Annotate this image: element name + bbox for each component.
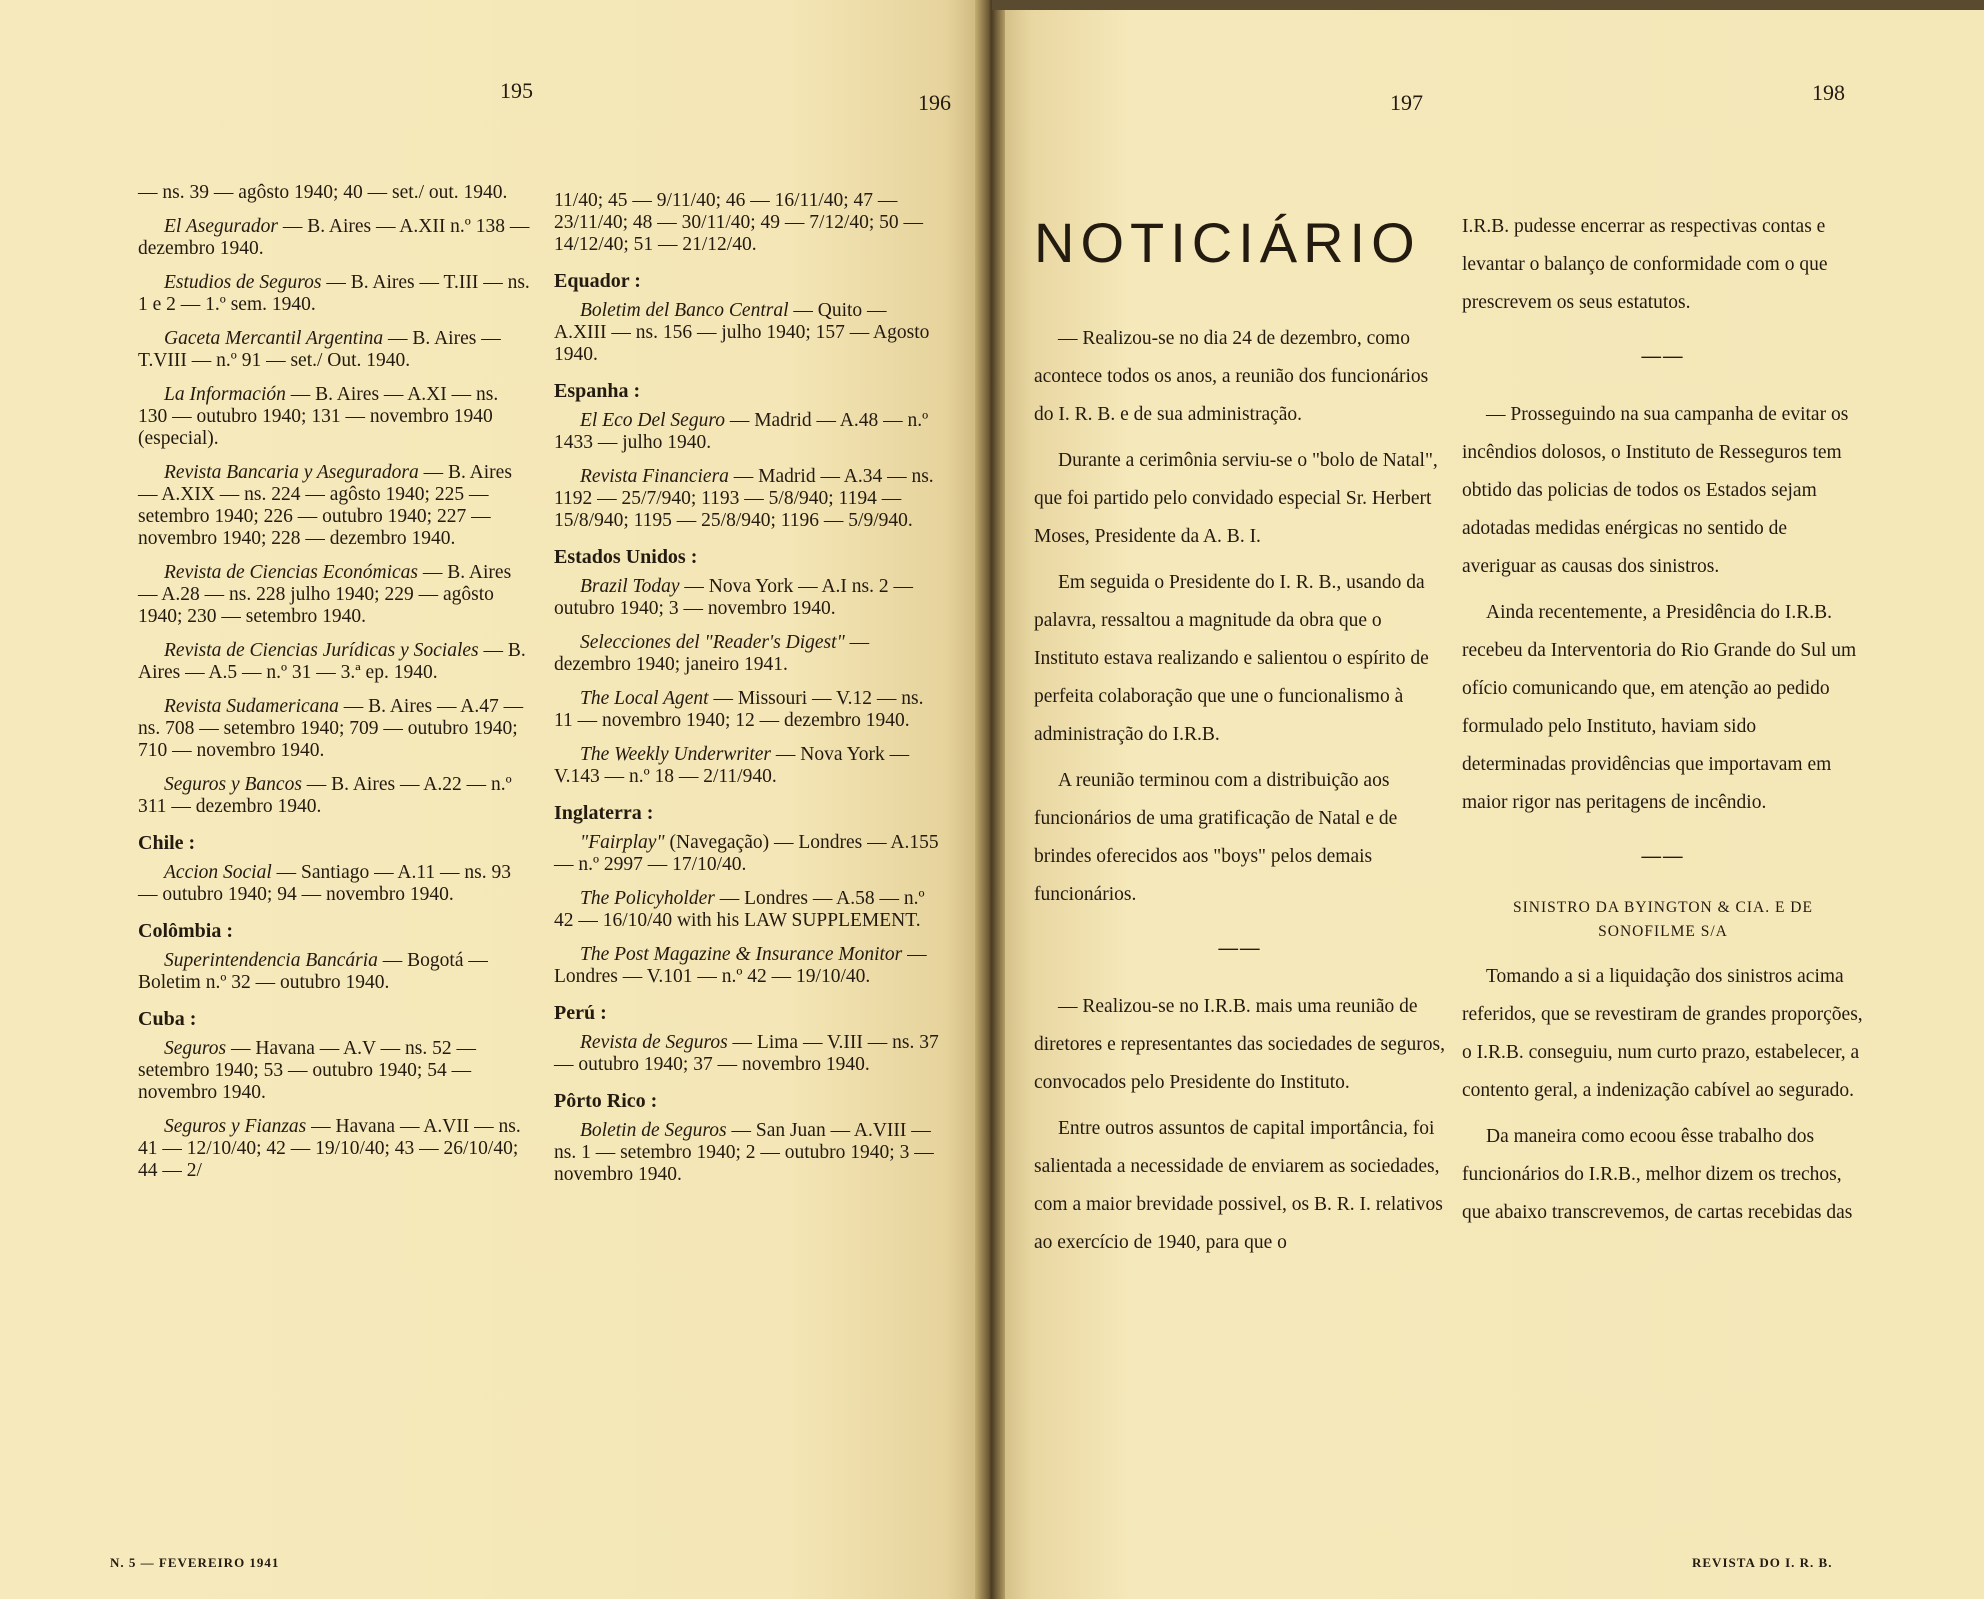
column-197 xyxy=(1034,208,1446,1270)
periodical-entry xyxy=(138,862,530,906)
periodical-details: — B. Aires — T.VIII — n.º 91 — set./ Out. 1940. xyxy=(138,328,501,371)
periodical-entry xyxy=(554,190,942,256)
periodical-title: Revista Financiera xyxy=(580,466,729,487)
country-heading: Chile : xyxy=(138,832,196,854)
periodical-entry xyxy=(138,182,530,204)
section-title: NOTICIÁRIO xyxy=(1034,211,1421,274)
periodical-title: El Asegurador xyxy=(164,216,278,237)
periodical-entry xyxy=(138,328,530,372)
periodical-details: — B. Aires — A.XIX — ns. 224 — agôsto 1940; 225 — setembro 1940; 226 — outubro 1940; 227 — novembro 1940; 228 — dezembro 1940. xyxy=(138,462,512,549)
book-gutter xyxy=(975,0,1005,1599)
periodical-title: Accion Social xyxy=(164,862,272,883)
periodical-title: Seguros y Fianzas xyxy=(164,1116,307,1137)
country-heading: Espanha : xyxy=(554,380,641,402)
periodical-entry xyxy=(554,944,942,988)
page-number-195: 195 xyxy=(500,78,533,103)
periodical-entry xyxy=(138,950,530,994)
periodical-details: — Nova York — A.I ns. 2 — outubro 1940; 3 — novembro 1940. xyxy=(554,576,913,619)
periodical-entry xyxy=(138,1038,530,1104)
paragraph: Ainda recentemente, a Presidência do I.R.B. recebeu da Interventoria do Rio Grande do Sul um ofício comunicando que, em atenção ao pedido formulado pelo Instituto, haviam sido determinadas providências que importavam em maior rigor nas peritagens de incêndio. xyxy=(1462,602,1857,813)
periodical-entry xyxy=(554,688,942,732)
left-page xyxy=(0,0,985,1599)
periodical-details: — Madrid — A.34 — ns. 1192 — 25/7/940; 1193 — 5/8/940; 1194 — 15/8/940; 1195 — 25/8/940; 1196 — 5/9/940. xyxy=(554,466,934,531)
paragraph: — Prosseguindo na sua campanha de evitar os incêndios dolosos, o Instituto de Resseguros tem obtido das policias de todos os Estados sejam adotadas medidas enérgicas no sentido de averiguar as causas dos sinistros. xyxy=(1462,404,1849,577)
periodical-details: — Lima — V.III — ns. 37 — outubro 1940; 37 — novembro 1940. xyxy=(554,1032,939,1075)
periodical-details: — Quito — A.XIII — ns. 156 — julho 1940; 157 — Agosto 1940. xyxy=(554,300,930,365)
periodical-entry xyxy=(554,410,942,454)
periodical-entry xyxy=(554,300,942,366)
periodical-title: Estudios de Seguros xyxy=(164,272,322,293)
periodical-entry xyxy=(138,696,530,762)
periodical-entry xyxy=(138,384,530,450)
country-heading: Equador : xyxy=(554,270,641,292)
periodical-entry xyxy=(554,1120,942,1186)
subheading: SINISTRO DA BYINGTON & CIA. E DE SONOFILME S/A xyxy=(1513,899,1813,940)
periodical-details: — B. Aires — A.XI — ns. 130 — outubro 1940; 131 — novembro 1940 (especial). xyxy=(138,384,499,449)
paragraph: Em seguida o Presidente do I. R. B., usando da palavra, ressaltou a magnitude da obra que o Instituto estava realizando e salientou o espírito de perfeita colaboração que une o funcionalismo à administração do I.R.B. xyxy=(1034,572,1429,745)
periodical-details: — Havana — A.V — ns. 52 — setembro 1940; 53 — outubro 1940; 54 — novembro 1940. xyxy=(138,1038,476,1103)
periodical-details: 11/40; 45 — 9/11/40; 46 — 16/11/40; 47 — 23/11/40; 48 — 30/11/40; 49 — 7/12/40; 50 — 14/12/40; 51 — 21/12/40. xyxy=(554,190,924,255)
periodical-title: Superintendencia Bancária xyxy=(164,950,378,971)
periodical-details: — B. Aires — A.5 — n.º 31 — 3.ª ep. 1940. xyxy=(138,640,526,683)
periodical-details: — dezembro 1940; janeiro 1941. xyxy=(554,632,870,675)
right-page xyxy=(992,0,1984,1599)
periodical-details: — Bogotá — Boletim n.º 32 — outubro 1940. xyxy=(138,950,488,993)
periodical-details: (Navegação) — Londres — A.155 — n.º 2997 — 17/10/40. xyxy=(554,832,939,875)
periodical-title: Revista de Ciencias Económicas xyxy=(164,562,418,583)
paragraph: — Realizou-se no dia 24 de dezembro, como acontece todos os anos, a reunião dos funcionários do I. R. B. e de sua administração. xyxy=(1034,328,1429,425)
column-196 xyxy=(554,190,942,1198)
periodical-title: Boletim del Banco Central xyxy=(580,300,789,321)
periodical-entry xyxy=(138,640,530,684)
country-heading: Pôrto Rico : xyxy=(554,1090,658,1112)
periodical-details: — B. Aires — A.XII n.º 138 — dezembro 1940. xyxy=(138,216,530,259)
periodical-details: — Nova York — V.143 — n.º 18 — 2/11/940. xyxy=(554,744,910,787)
periodical-entry xyxy=(138,272,530,316)
periodical-title: Revista de Seguros xyxy=(580,1032,728,1053)
periodical-title: Brazil Today xyxy=(580,576,680,597)
periodical-entry xyxy=(554,1032,942,1076)
periodical-entry xyxy=(138,216,530,260)
country-heading: Perú : xyxy=(554,1002,607,1024)
paragraph: Tomando a si a liquidação dos sinistros acima referidos, que se revestiram de grandes proporções, o I.R.B. conseguiu, num curto prazo, estabelecer, a contento geral, a indenização cabível ao segurado. xyxy=(1462,966,1863,1101)
periodical-title: La Información xyxy=(164,384,286,405)
periodical-entry xyxy=(554,744,942,788)
periodical-entry xyxy=(138,774,530,818)
periodical-details: — B. Aires — T.III — ns. 1 e 2 — 1.º sem. 1940. xyxy=(138,272,530,315)
periodical-entry xyxy=(554,576,942,620)
paragraph: — Realizou-se no I.R.B. mais uma reunião de diretores e representantes das sociedades de seguros, convocados pelo Presidente do Instituto. xyxy=(1034,996,1445,1093)
country-heading: Estados Unidos : xyxy=(554,546,698,568)
periodical-entry xyxy=(138,562,530,628)
periodical-title: Gaceta Mercantil Argentina xyxy=(164,328,384,349)
periodical-details: — B. Aires — A.22 — n.º 311 — dezembro 1940. xyxy=(138,774,512,817)
column-195 xyxy=(138,182,530,1194)
periodical-title: Revista Bancaria y Aseguradora xyxy=(164,462,419,483)
periodical-details: — Londres — V.101 — n.º 42 — 19/10/40. xyxy=(554,944,927,987)
periodical-details: — ns. 39 — agôsto 1940; 40 — set./ out. 1940. xyxy=(138,182,508,203)
periodical-title: Revista Sudamericana xyxy=(164,696,339,717)
country-heading: Cuba : xyxy=(138,1008,197,1030)
periodical-title: "Fairplay" xyxy=(580,832,665,853)
periodical-title: Selecciones del "Reader's Digest" xyxy=(580,632,845,653)
column-198 xyxy=(1462,208,1864,1240)
periodical-entry xyxy=(138,462,530,550)
paragraph: Entre outros assuntos de capital importância, foi salientada a necessidade de enviarem as sociedades, com a maior brevidade possivel, os B. R. I. relativos ao exercício de 1940, para que o xyxy=(1034,1118,1443,1253)
periodical-details: — Missouri — V.12 — ns. 11 — novembro 1940; 12 — dezembro 1940. xyxy=(554,688,924,731)
country-heading: Inglaterra : xyxy=(554,802,654,824)
periodical-entry xyxy=(138,1116,530,1182)
periodical-details: — San Juan — A.VIII — ns. 1 — setembro 1940; 2 — outubro 1940; 3 — novembro 1940. xyxy=(554,1120,934,1185)
paragraph: Da maneira como ecoou êsse trabalho dos funcionários do I.R.B., melhor dizem os trechos, que abaixo transcrevemos, de cartas recebidas das xyxy=(1462,1126,1853,1223)
paragraph: I.R.B. pudesse encerrar as respectivas contas e levantar o balanço de conformidade com o que prescrevem os seus estatutos. xyxy=(1462,216,1828,313)
periodical-details: — Madrid — A.48 — n.º 1433 — julho 1940. xyxy=(554,410,929,453)
paragraph: Durante a cerimônia serviu-se o "bolo de Natal", que foi partido pelo convidado especial Sr. Herbert Moses, Presidente da A. B. I. xyxy=(1034,450,1438,547)
page-number-196: 196 xyxy=(918,90,951,115)
periodical-details: — B. Aires — A.28 — ns. 228 julho 1940; 229 — agôsto 1940; 230 — setembro 1940. xyxy=(138,562,512,627)
separator: —— xyxy=(1641,846,1685,867)
periodical-entry xyxy=(554,832,942,876)
footer-journal: REVISTA DO I. R. B. xyxy=(1692,1555,1833,1570)
periodical-title: The Weekly Underwriter xyxy=(580,744,771,765)
periodical-details: — B. Aires — A.47 — ns. 708 — setembro 1940; 709 — outubro 1940; 710 — novembro 1940. xyxy=(138,696,524,761)
periodical-title: Revista de Ciencias Jurídicas y Sociales xyxy=(164,640,479,661)
country-heading: Colômbia : xyxy=(138,920,233,942)
footer-issue: N. 5 — FEVEREIRO 1941 xyxy=(110,1555,280,1570)
periodical-title: The Post Magazine & Insurance Monitor xyxy=(580,944,903,965)
separator: —— xyxy=(1218,938,1262,959)
periodical-entry xyxy=(554,632,942,676)
periodical-title: Seguros xyxy=(164,1038,227,1059)
periodical-title: The Local Agent xyxy=(580,688,709,709)
page-number-198: 198 xyxy=(1812,80,1845,105)
paragraph: A reunião terminou com a distribuição aos funcionários de uma gratificação de Natal e de brindes oferecidos aos "boys" pelos demais funcionários. xyxy=(1034,770,1398,905)
page-number-197: 197 xyxy=(1390,90,1423,115)
periodical-title: Boletin de Seguros xyxy=(580,1120,727,1141)
page-top-edge xyxy=(992,0,1984,10)
periodical-entry xyxy=(554,888,942,932)
periodical-title: The Policyholder xyxy=(580,888,715,909)
periodical-details: — Londres — A.58 — n.º 42 — 16/10/40 with his LAW SUPPLEMENT. xyxy=(554,888,925,931)
periodical-details: — Santiago — A.11 — ns. 93 — outubro 1940; 94 — novembro 1940. xyxy=(138,862,512,905)
separator: —— xyxy=(1641,346,1685,367)
periodical-details: — Havana — A.VII — ns. 41 — 12/10/40; 42 — 19/10/40; 43 — 26/10/40; 44 — 2/ xyxy=(138,1116,521,1181)
periodical-title: Seguros y Bancos xyxy=(164,774,302,795)
periodical-entry xyxy=(554,466,942,532)
periodical-title: El Eco Del Seguro xyxy=(580,410,725,431)
